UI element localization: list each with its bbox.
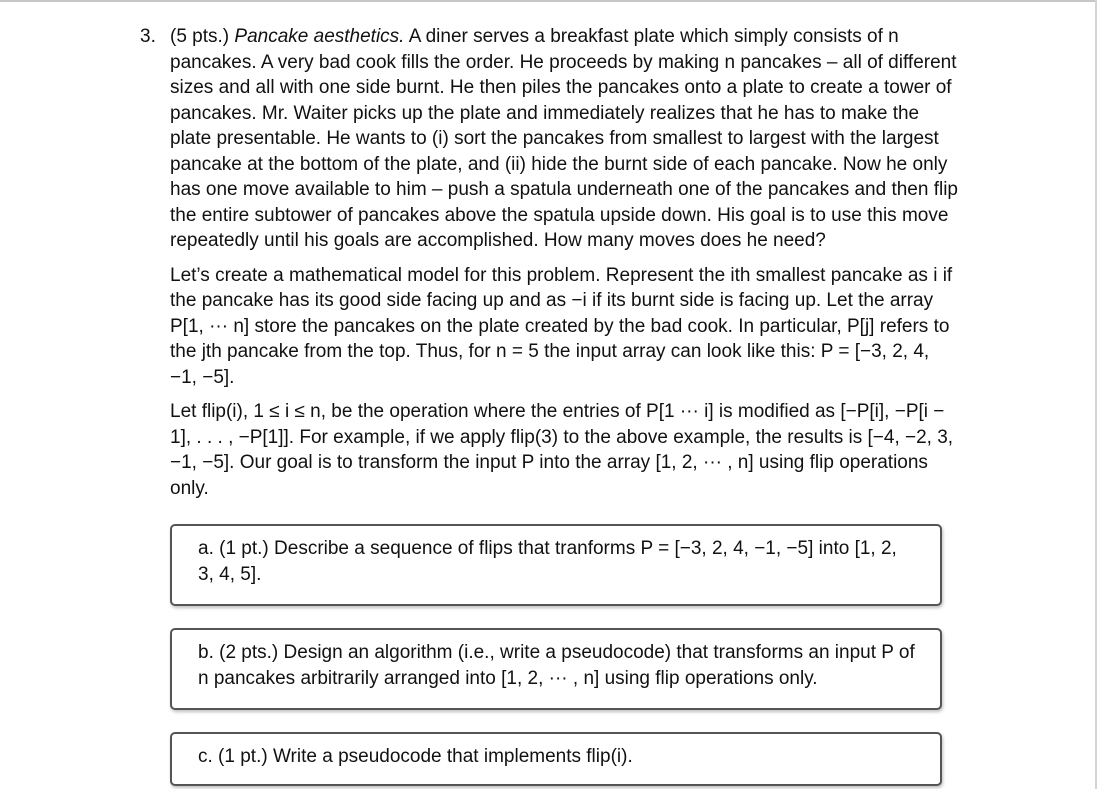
part-c-box [170,732,942,786]
part-b-box [170,628,942,710]
flip-definition-paragraph: Let flip(i), 1 ≤ i ≤ n, be the operation where the entries of P[1 ··· i] is modified as [−P[i], −P[i − 1], . . . , −P[1]]. For example, if we apply flip(3) to the above example, the results is [−4, −2, 3, −1, −5]. Our goal is to transform the input P into the array [1, 2, ··· , n] using flip operations only. [170,401,954,499]
problem-body [170,24,960,501]
model-paragraph: Let’s create a mathematical model for this problem. Represent the ith smallest pancake as i if the pancake has its good side facing up and as −i if its burnt side is facing up. Let the array P[1, ··· n] store the pancakes on the plate created by the bad cook. In particular, P[j] refers to the jth pancake from the top. Thus, for n = 5 the input array can look like this: P = [−3, 2, 4, −1, −5]. [170,264,953,388]
part-c-text: c. (1 pt.) Write a pseudocode that implements flip(i). [198,746,633,767]
part-a-box [170,524,942,606]
problem-intro: A diner serves a breakfast plate which simply consists of n pancakes. A very bad cook fills the order. He proceeds by making n pancakes – all of different sizes and all with one side burnt. He then piles the pancakes onto a plate to create a tower of pancakes. Mr. Waiter picks up the plate and immediately realizes that he has to make the plate presentable. He wants to (i) sort the pancakes from smallest to largest with the largest pancake at the bottom of the plate, and (ii) hide the burnt side of each pancake. Now he only has one move available to him – push a spatula underneath one of the pancakes and then flip the entire subtower of pancakes above the spatula upside down. His goal is to use this move repeatedly until his goals are accomplished. How many moves does he need? [170,26,958,251]
part-b-text: b. (2 pts.) Design an algorithm (i.e., write a pseudocode) that transforms an input P of n pancakes arbitrarily arranged into [1, 2, ··· , n] using flip operations only. [198,642,915,689]
problem-intro-paragraph [170,24,960,254]
problem-title: Pancake aesthetics. [234,26,405,47]
problem-number: 3. [140,26,156,47]
problem-points: (5 pts.) [170,26,230,47]
part-a-text: a. (1 pt.) Describe a sequence of flips that tranforms P = [−3, 2, 4, −1, −5] into [1, 2, 3, 4, 5]. [198,538,897,585]
top-border [0,0,1097,2]
